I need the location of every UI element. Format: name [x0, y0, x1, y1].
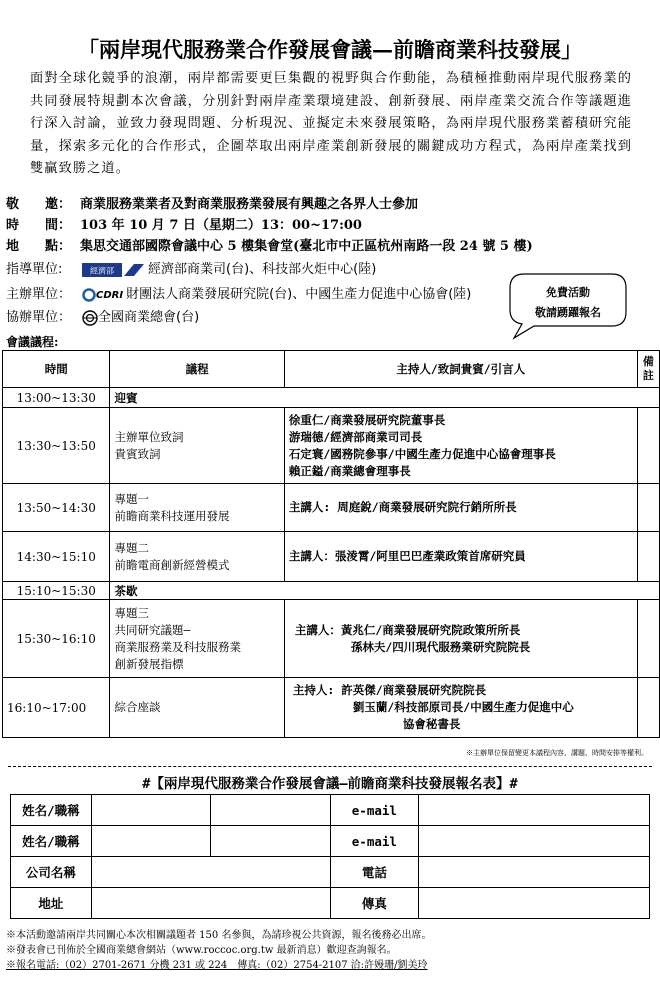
host-label: 主辦單位： — [6, 287, 72, 302]
agenda-table — [2, 350, 660, 738]
header-host: 主持人/致詞貴賓/引言人 — [284, 351, 637, 388]
email-field[interactable] — [418, 795, 649, 826]
co-unit-line — [6, 306, 199, 326]
place-value: 集思交通部國際會議中心 5 樓集會堂(臺北市中正區杭州南路一段 24 號 5 樓) — [80, 239, 533, 254]
table-row — [3, 678, 660, 738]
row-note — [637, 678, 659, 738]
table-row — [3, 408, 660, 484]
host-value: 財團法人商業發展研究院(台)、中國生產力促進中心協會(陸) — [126, 287, 472, 302]
guide-unit-line — [6, 258, 376, 277]
phone-label: 電話 — [330, 857, 418, 888]
row-note — [637, 408, 659, 484]
place-line — [6, 235, 533, 254]
row-time: 15:10~15:30 — [3, 582, 110, 600]
row-topic: 專題三 共同研究議題— 商業服務業及科技服務業 創新發展指標 — [110, 600, 284, 678]
row-time: 14:30~15:10 — [3, 532, 110, 582]
header-time: 時間 — [3, 351, 110, 388]
title-field[interactable] — [211, 826, 331, 857]
table-row — [3, 532, 660, 582]
row-topic: 專題二 前瞻電商創新經營模式 — [110, 532, 284, 582]
row-topic: 主辦單位致詞 貴賓致詞 — [110, 408, 284, 484]
company-field[interactable] — [91, 857, 330, 888]
row-host: 主講人：黃兆仁/商業發展研究院政策所所長 孫林夫/四川現代服務業研究院院長 — [284, 600, 637, 678]
row-note — [637, 600, 659, 678]
row-time: 13:50~14:30 — [3, 484, 110, 532]
bubble-line2: 敬請踴躍報名 — [535, 306, 601, 319]
table-row — [11, 826, 650, 857]
table-row — [3, 484, 660, 532]
header-note: 備註 — [637, 351, 659, 388]
footnote-1: ※本活動邀請兩岸共同關心本次相關議題者 150 名參與，為請珍視公共資源，報名後務必出席。 — [6, 930, 432, 941]
table-row — [11, 888, 650, 919]
invite-label: 敬 邀： — [6, 197, 72, 212]
agenda-label: 會議議程: — [6, 335, 59, 349]
row-host: 徐重仁/商業發展研究院董事長 游瑞德/經濟部商業司司長 石定寰/國務院參事/中國生產力促進中心協會理事長 賴正鎰/商業總會理事長 — [284, 408, 637, 484]
table-row — [3, 582, 660, 600]
time-line — [6, 214, 362, 233]
name-title-label: 姓名/職稱 — [11, 795, 92, 826]
footnote-2: ※發表會已刊佈於全國商業總會網站（www.roccoc.org.tw 最新消息）歡迎查詢報名。 — [6, 945, 397, 956]
email-label: e-mail — [330, 826, 418, 857]
row-note — [637, 484, 659, 532]
email-label: e-mail — [330, 795, 418, 826]
agenda-note: ※主辦單位保留變更本議程內容、講題、時間安排等權利。 — [466, 749, 648, 757]
fax-label: 傳真 — [330, 888, 418, 919]
row-host: 主持人: 許英傑/商業發展研究院院長 劉玉蘭/科技部原司長/中國生產力促進中心 協會秘書長 — [284, 678, 637, 738]
row-time: 13:00~13:30 — [3, 388, 110, 408]
row-topic: 專題一 前瞻商業科技運用發展 — [110, 484, 284, 532]
row-time: 13:30~13:50 — [3, 408, 110, 484]
row-topic: 綜合座談 — [110, 678, 284, 738]
row-time: 15:30~16:10 — [3, 600, 110, 678]
registration-title: #【兩岸現代服務業合作發展會議—前瞻商業科技發展報名表】# — [142, 776, 518, 792]
address-label: 地址 — [11, 888, 92, 919]
fax-field[interactable] — [418, 888, 649, 919]
time-label: 時 間： — [6, 218, 72, 233]
registration-form — [10, 794, 650, 919]
place-label: 地 點： — [6, 239, 72, 254]
footnote-3: ※報名電話:（02）2701-2671 分機 231 或 224 傳真:（02）2754-2107 洽:許嫚珊/劉美玲 — [6, 960, 428, 971]
intro-paragraph: 面對全球化競爭的浪潮，兩岸都需要更巨集觀的視野與合作動能，為積極推動兩岸現代服務業的共同發展特規劃本次會議，分別針對兩岸產業環境建設、創新發展、兩岸產業交流合作等議題進行深入討論，並致力發現問題、分析現況、並擬定未來發展策略，為兩岸現代服務業蓄積研究能量，探索多元化的合作形式，企圖萃取出兩岸產業創新發展的關鍵成功方程式，為兩岸產業找到雙贏致勝之道。 — [30, 71, 632, 176]
row-host: 主講人：張淩霄/阿里巴巴產業政策首席研究員 — [284, 532, 637, 582]
table-row — [11, 857, 650, 888]
table-row — [11, 795, 650, 826]
roccoc-logo-icon — [82, 310, 98, 326]
email-field[interactable] — [418, 826, 649, 857]
row-topic: 迎賓 — [110, 388, 660, 408]
speech-bubble-icon — [508, 272, 628, 332]
page-title: 「兩岸現代服務業合作發展會議—前瞻商業科技發展」 — [78, 37, 582, 62]
name-field[interactable] — [91, 826, 211, 857]
phone-field[interactable] — [418, 857, 649, 888]
address-field[interactable] — [91, 888, 330, 919]
row-host: 主講人: 周庭銳/商業發展研究院行銷所所長 — [284, 484, 637, 532]
co-label: 協辦單位： — [6, 310, 72, 325]
host-unit-line — [6, 283, 471, 302]
name-title-label: 姓名/職稱 — [11, 826, 92, 857]
invite-line — [6, 193, 418, 212]
svg-text:經濟部: 經濟部 — [90, 266, 114, 275]
time-value: 103 年 10 月 7 日（星期二）13：00~17:00 — [80, 218, 362, 233]
agenda-header-row — [3, 351, 660, 388]
row-topic: 茶歇 — [110, 582, 660, 600]
invite-value: 商業服務業業者及對商業服務業發展有興趣之各界人士參加 — [80, 197, 419, 212]
moea-logo-icon — [82, 263, 144, 277]
guide-label: 指導單位: — [6, 262, 63, 277]
company-label: 公司名稱 — [11, 857, 92, 888]
free-event-bubble — [508, 276, 628, 336]
bubble-line1: 免費活動 — [546, 286, 590, 299]
row-time: 16:10~17:00 — [3, 678, 110, 738]
co-value: 全國商業總會(台) — [98, 310, 200, 325]
row-note — [637, 532, 659, 582]
guide-value: 經濟部商業司(台)、科技部火炬中心(陸) — [148, 262, 377, 277]
header-topic: 議程 — [110, 351, 284, 388]
cdri-logo-icon: CDRI — [82, 288, 123, 302]
table-row — [3, 600, 660, 678]
name-field[interactable] — [91, 795, 211, 826]
table-row — [3, 388, 660, 408]
cut-line-divider — [8, 766, 652, 767]
title-field[interactable] — [211, 795, 331, 826]
